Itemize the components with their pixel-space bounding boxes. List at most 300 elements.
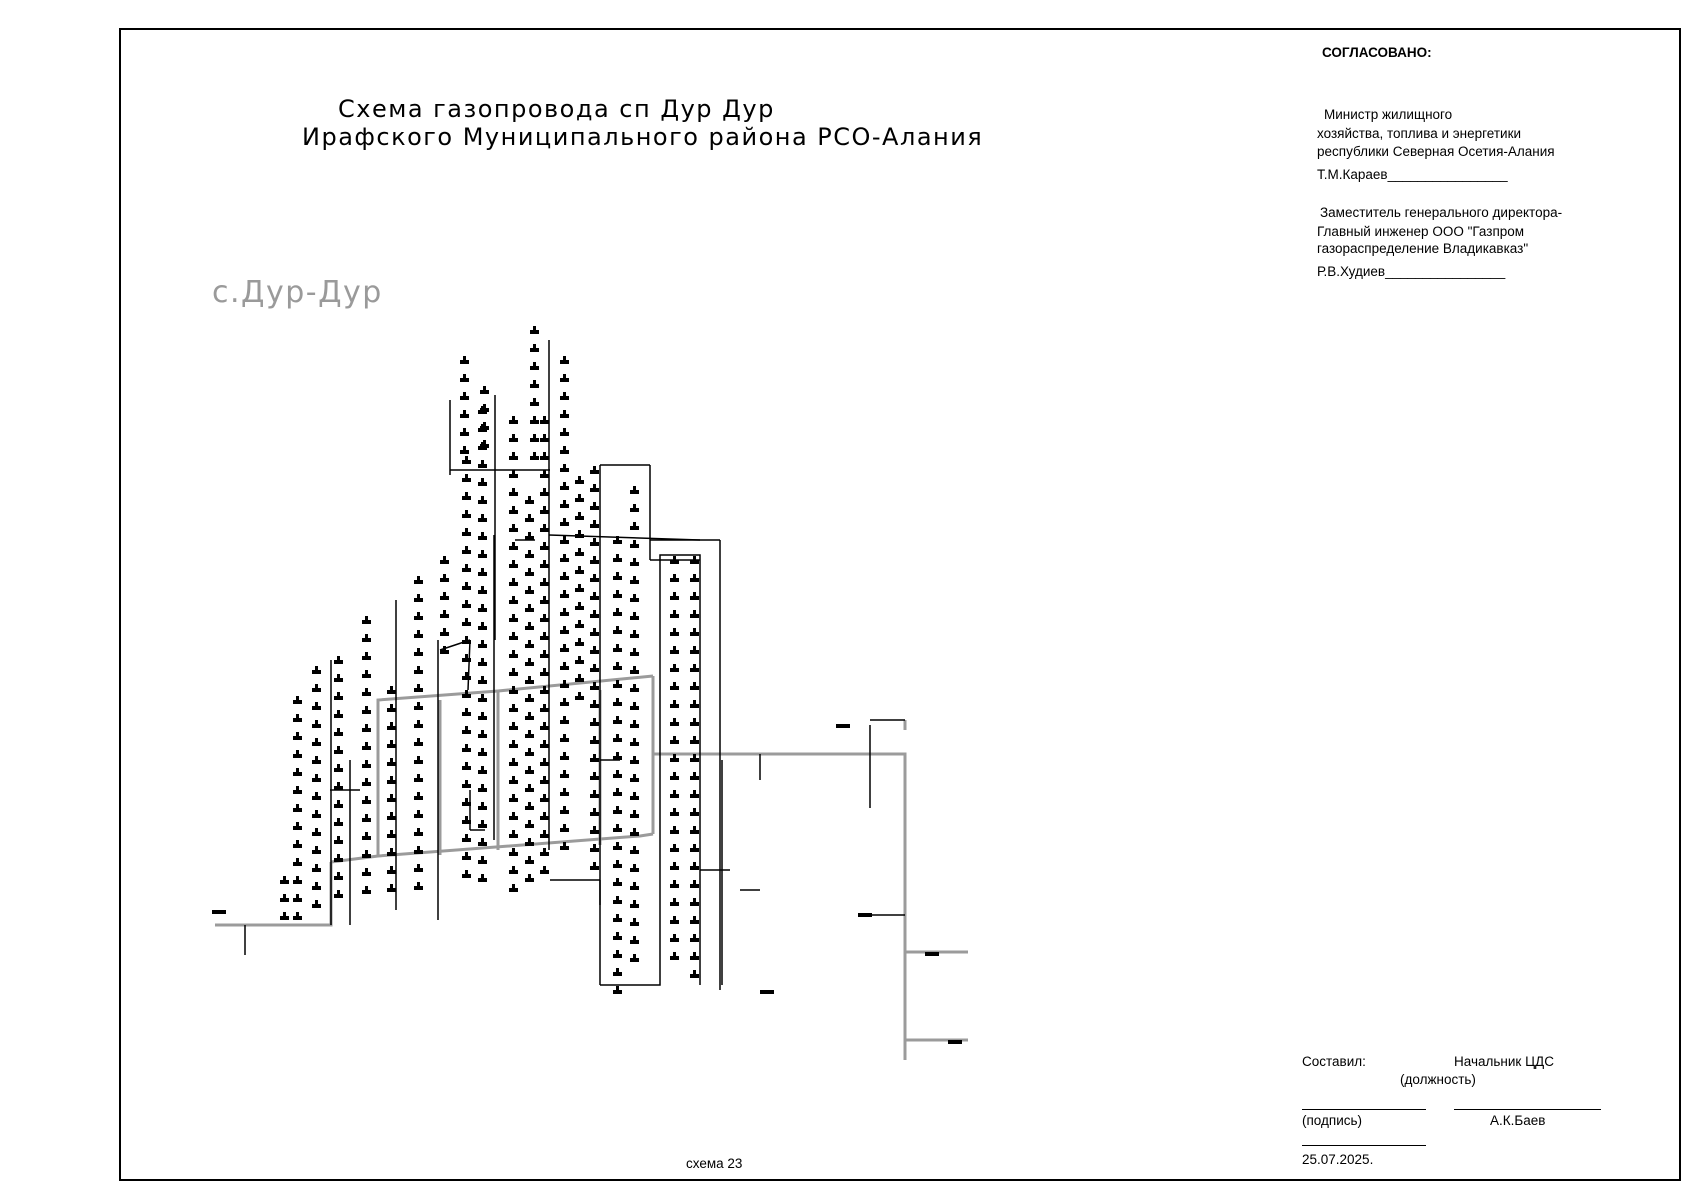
house-connection-marker bbox=[525, 770, 534, 774]
house-connection-tap bbox=[616, 608, 619, 612]
house-connection-marker bbox=[462, 514, 471, 518]
house-connection-marker bbox=[509, 762, 518, 766]
house-connection-marker bbox=[670, 686, 679, 690]
house-connection-tap bbox=[578, 674, 581, 678]
village-label: с.Дур-Дур bbox=[212, 275, 383, 310]
house-connection-tap bbox=[673, 754, 676, 758]
house-connection-tap bbox=[390, 794, 393, 798]
house-connection-marker bbox=[613, 828, 622, 832]
house-connection-marker bbox=[540, 672, 549, 676]
house-connection-marker bbox=[462, 532, 471, 536]
house-connection-marker bbox=[480, 444, 489, 448]
house-connection-marker bbox=[478, 842, 487, 846]
house-connection-marker bbox=[670, 920, 679, 924]
house-connection-tap bbox=[693, 934, 696, 938]
house-connection-marker bbox=[312, 670, 321, 674]
house-connection-tap bbox=[481, 658, 484, 662]
house-connection-marker bbox=[478, 554, 487, 558]
house-connection-tap bbox=[673, 592, 676, 596]
house-connection-marker bbox=[387, 780, 396, 784]
house-connection-marker bbox=[312, 760, 321, 764]
house-connection-marker bbox=[613, 792, 622, 796]
house-connection-marker bbox=[560, 486, 569, 490]
house-connection-tap bbox=[616, 644, 619, 648]
house-connection-marker bbox=[440, 632, 449, 636]
house-connection-tap bbox=[543, 704, 546, 708]
house-connection-tap bbox=[296, 840, 299, 844]
house-connection-tap bbox=[337, 890, 340, 894]
house-connection-marker bbox=[509, 636, 518, 640]
house-connection-marker bbox=[334, 876, 343, 880]
house-connection-marker bbox=[530, 456, 539, 460]
house-connection-tap bbox=[616, 536, 619, 540]
house-connection-marker bbox=[690, 776, 699, 780]
house-connection-tap bbox=[543, 830, 546, 834]
house-connection-tap bbox=[673, 772, 676, 776]
house-connection-tap bbox=[633, 702, 636, 706]
house-connection-tap bbox=[563, 644, 566, 648]
house-connection-marker bbox=[670, 740, 679, 744]
house-connection-tap bbox=[616, 950, 619, 954]
end-marker bbox=[925, 952, 939, 956]
house-connection-marker bbox=[312, 724, 321, 728]
house-connection-tap bbox=[543, 596, 546, 600]
house-connection-marker bbox=[414, 580, 423, 584]
house-connection-marker bbox=[362, 746, 371, 750]
house-connection-tap bbox=[593, 520, 596, 524]
house-connection-tap bbox=[528, 568, 531, 572]
house-connection-tap bbox=[633, 864, 636, 868]
house-connection-tap bbox=[616, 590, 619, 594]
house-connection-tap bbox=[693, 880, 696, 884]
house-connection-marker bbox=[525, 824, 534, 828]
house-connection-tap bbox=[483, 422, 486, 426]
house-connection-tap bbox=[693, 862, 696, 866]
house-connection-tap bbox=[390, 866, 393, 870]
house-connection-marker bbox=[575, 624, 584, 628]
compiled-label: Составил: bbox=[1302, 1054, 1366, 1069]
house-connection-tap bbox=[543, 686, 546, 690]
house-connection-tap bbox=[693, 736, 696, 740]
house-connection-marker bbox=[478, 500, 487, 504]
house-connection-marker bbox=[414, 598, 423, 602]
house-connection-marker bbox=[509, 852, 518, 856]
house-connection-marker bbox=[690, 704, 699, 708]
house-connection-marker bbox=[590, 650, 599, 654]
house-connection-tap bbox=[465, 834, 468, 838]
house-connection-marker bbox=[334, 714, 343, 718]
house-connection-marker bbox=[590, 866, 599, 870]
house-connection-tap bbox=[563, 428, 566, 432]
house-connection-marker bbox=[630, 580, 639, 584]
house-connection-marker bbox=[575, 570, 584, 574]
house-connection-tap bbox=[483, 404, 486, 408]
house-connection-tap bbox=[543, 866, 546, 870]
house-connection-marker bbox=[478, 662, 487, 666]
house-connection-marker bbox=[690, 596, 699, 600]
house-connection-tap bbox=[465, 474, 468, 478]
house-connection-tap bbox=[417, 576, 420, 580]
house-connection-marker bbox=[312, 886, 321, 890]
house-connection-marker bbox=[540, 618, 549, 622]
house-connection-marker bbox=[387, 852, 396, 856]
house-connection-marker bbox=[414, 796, 423, 800]
house-connection-marker bbox=[414, 742, 423, 746]
house-connection-tap bbox=[543, 776, 546, 780]
house-connection-marker bbox=[540, 510, 549, 514]
house-connection-marker bbox=[362, 764, 371, 768]
house-connection-tap bbox=[512, 668, 515, 672]
signer1-name: Т.М.Караев________________ bbox=[1317, 167, 1508, 182]
house-connection-tap bbox=[673, 790, 676, 794]
house-connection-marker bbox=[613, 666, 622, 670]
house-connection-marker bbox=[613, 918, 622, 922]
house-connection-tap bbox=[578, 530, 581, 534]
house-connection-marker bbox=[575, 516, 584, 520]
house-connection-tap bbox=[693, 826, 696, 830]
house-connection-tap bbox=[593, 610, 596, 614]
house-connection-marker bbox=[293, 808, 302, 812]
house-connection-tap bbox=[693, 682, 696, 686]
house-connection-marker bbox=[509, 798, 518, 802]
house-connection-marker bbox=[540, 546, 549, 550]
house-connection-marker bbox=[525, 860, 534, 864]
house-connection-marker bbox=[334, 732, 343, 736]
house-connection-marker bbox=[414, 868, 423, 872]
house-connection-marker bbox=[630, 850, 639, 854]
house-connection-marker bbox=[590, 722, 599, 726]
house-connection-marker bbox=[362, 872, 371, 876]
house-connection-marker bbox=[414, 688, 423, 692]
house-connection-tap bbox=[512, 884, 515, 888]
house-connection-tap bbox=[512, 848, 515, 852]
house-connection-tap bbox=[512, 560, 515, 564]
house-connection-tap bbox=[465, 582, 468, 586]
house-connection-marker bbox=[478, 824, 487, 828]
house-connection-marker bbox=[560, 648, 569, 652]
house-connection-marker bbox=[613, 576, 622, 580]
house-connection-marker bbox=[670, 938, 679, 942]
house-connection-marker bbox=[387, 798, 396, 802]
house-connection-tap bbox=[528, 784, 531, 788]
house-connection-marker bbox=[690, 614, 699, 618]
house-connection-marker bbox=[362, 890, 371, 894]
house-connection-tap bbox=[315, 720, 318, 724]
house-connection-marker bbox=[630, 652, 639, 656]
house-connection-marker bbox=[509, 834, 518, 838]
house-connection-tap bbox=[512, 740, 515, 744]
house-connection-tap bbox=[528, 586, 531, 590]
house-connection-marker bbox=[280, 916, 289, 920]
house-connection-marker bbox=[293, 826, 302, 830]
house-connection-tap bbox=[693, 898, 696, 902]
house-connection-tap bbox=[563, 788, 566, 792]
house-connection-marker bbox=[312, 796, 321, 800]
house-connection-tap bbox=[443, 646, 446, 650]
signer1-line1: Министр жилищного bbox=[1324, 107, 1453, 122]
house-connection-tap bbox=[528, 514, 531, 518]
house-connection-tap bbox=[512, 416, 515, 420]
house-connection-marker bbox=[670, 776, 679, 780]
house-connection-tap bbox=[616, 626, 619, 630]
house-connection-marker bbox=[575, 588, 584, 592]
house-connection-marker bbox=[613, 738, 622, 742]
house-connection-tap bbox=[593, 808, 596, 812]
house-connection-tap bbox=[337, 710, 340, 714]
house-connection-tap bbox=[296, 804, 299, 808]
house-connection-marker bbox=[478, 878, 487, 882]
house-connection-tap bbox=[563, 842, 566, 846]
house-connection-marker bbox=[478, 644, 487, 648]
house-connection-marker bbox=[590, 704, 599, 708]
house-connection-tap bbox=[543, 434, 546, 438]
house-connection-marker bbox=[630, 742, 639, 746]
house-connection-tap bbox=[512, 704, 515, 708]
house-connection-marker bbox=[690, 902, 699, 906]
house-connection-marker bbox=[560, 756, 569, 760]
house-connection-marker bbox=[387, 690, 396, 694]
house-connection-marker bbox=[670, 560, 679, 564]
house-connection-marker bbox=[478, 608, 487, 612]
house-connection-marker bbox=[540, 726, 549, 730]
house-connection-tap bbox=[633, 666, 636, 670]
house-connection-tap bbox=[283, 912, 286, 916]
house-connection-tap bbox=[616, 680, 619, 684]
house-connection-marker bbox=[613, 864, 622, 868]
house-connection-tap bbox=[543, 668, 546, 672]
distribution-pipe-33 bbox=[468, 640, 470, 690]
house-connection-marker bbox=[509, 780, 518, 784]
house-connection-marker bbox=[560, 792, 569, 796]
house-connection-tap bbox=[315, 738, 318, 742]
house-connection-marker bbox=[590, 686, 599, 690]
house-connection-tap bbox=[673, 646, 676, 650]
house-connection-tap bbox=[315, 702, 318, 706]
house-connection-marker bbox=[334, 894, 343, 898]
house-connection-marker bbox=[478, 680, 487, 684]
signer2-name: Р.В.Худиев________________ bbox=[1317, 264, 1506, 279]
house-connection-marker bbox=[590, 794, 599, 798]
house-connection-marker bbox=[540, 852, 549, 856]
end-marker bbox=[212, 910, 226, 914]
house-connection-marker bbox=[575, 678, 584, 682]
house-connection-tap bbox=[533, 344, 536, 348]
house-connection-marker bbox=[478, 590, 487, 594]
house-connection-marker bbox=[460, 450, 469, 454]
house-connection-marker bbox=[690, 632, 699, 636]
house-connection-tap bbox=[633, 612, 636, 616]
house-connection-marker bbox=[613, 594, 622, 598]
house-connection-tap bbox=[528, 802, 531, 806]
house-connection-marker bbox=[530, 366, 539, 370]
house-connection-tap bbox=[417, 738, 420, 742]
house-connection-tap bbox=[512, 524, 515, 528]
house-connection-tap bbox=[673, 934, 676, 938]
house-connection-tap bbox=[481, 766, 484, 770]
house-connection-tap bbox=[633, 900, 636, 904]
house-connection-marker bbox=[525, 500, 534, 504]
house-connection-tap bbox=[593, 664, 596, 668]
house-connection-marker bbox=[293, 880, 302, 884]
house-connection-tap bbox=[563, 572, 566, 576]
house-connection-tap bbox=[443, 574, 446, 578]
house-connection-tap bbox=[533, 416, 536, 420]
house-connection-marker bbox=[312, 868, 321, 872]
house-connection-tap bbox=[693, 808, 696, 812]
house-connection-marker bbox=[312, 706, 321, 710]
distribution-pipes bbox=[245, 340, 905, 990]
house-connection-tap bbox=[543, 452, 546, 456]
house-connection-marker bbox=[362, 782, 371, 786]
house-connection-tap bbox=[633, 684, 636, 688]
house-connection-tap bbox=[337, 674, 340, 678]
house-connection-tap bbox=[481, 514, 484, 518]
house-connection-marker bbox=[414, 616, 423, 620]
house-connection-tap bbox=[616, 932, 619, 936]
house-connection-marker bbox=[312, 850, 321, 854]
house-connection-marker bbox=[590, 578, 599, 582]
house-connection-marker bbox=[462, 874, 471, 878]
house-connection-marker bbox=[630, 688, 639, 692]
house-connection-tap bbox=[512, 686, 515, 690]
house-connection-marker bbox=[362, 728, 371, 732]
house-connection-marker bbox=[478, 482, 487, 486]
house-connection-marker bbox=[613, 540, 622, 544]
house-connection-marker bbox=[630, 778, 639, 782]
house-connection-marker bbox=[478, 464, 487, 468]
house-connection-tap bbox=[512, 470, 515, 474]
house-connection-tap bbox=[390, 758, 393, 762]
house-connection-tap bbox=[365, 706, 368, 710]
house-connection-marker bbox=[560, 450, 569, 454]
house-connection-tap bbox=[693, 916, 696, 920]
house-connection-marker bbox=[478, 536, 487, 540]
house-connection-tap bbox=[593, 538, 596, 542]
house-connection-marker bbox=[334, 750, 343, 754]
house-connection-tap bbox=[616, 734, 619, 738]
house-connection-tap bbox=[296, 894, 299, 898]
house-connection-tap bbox=[417, 702, 420, 706]
house-connection-marker bbox=[440, 650, 449, 654]
house-connection-marker bbox=[530, 438, 539, 442]
house-connection-marker bbox=[462, 676, 471, 680]
house-connection-tap bbox=[390, 848, 393, 852]
house-connection-marker bbox=[509, 744, 518, 748]
house-connection-tap bbox=[533, 434, 536, 438]
house-connection-tap bbox=[633, 810, 636, 814]
house-connection-tap bbox=[365, 832, 368, 836]
house-connection-tap bbox=[481, 676, 484, 680]
house-connection-tap bbox=[463, 374, 466, 378]
house-connection-marker bbox=[509, 726, 518, 730]
house-connection-tap bbox=[593, 628, 596, 632]
house-connection-marker bbox=[362, 710, 371, 714]
house-connection-tap bbox=[528, 640, 531, 644]
house-connection-tap bbox=[481, 748, 484, 752]
house-connection-tap bbox=[633, 720, 636, 724]
house-connection-marker bbox=[462, 622, 471, 626]
house-connection-marker bbox=[540, 438, 549, 442]
house-connection-tap bbox=[578, 656, 581, 660]
house-connection-marker bbox=[414, 724, 423, 728]
house-connection-tap bbox=[693, 970, 696, 974]
house-connection-tap bbox=[543, 632, 546, 636]
house-connection-tap bbox=[673, 844, 676, 848]
house-connection-tap bbox=[315, 810, 318, 814]
house-connection-marker bbox=[462, 496, 471, 500]
house-connection-tap bbox=[481, 640, 484, 644]
house-connection-tap bbox=[563, 446, 566, 450]
house-connection-marker bbox=[690, 794, 699, 798]
house-connection-tap bbox=[593, 574, 596, 578]
house-connection-marker bbox=[690, 974, 699, 978]
house-connection-marker bbox=[560, 558, 569, 562]
house-connection-tap bbox=[693, 556, 696, 560]
house-connection-tap bbox=[693, 574, 696, 578]
house-connection-marker bbox=[613, 648, 622, 652]
house-connection-marker bbox=[462, 568, 471, 572]
house-connection-tap bbox=[481, 730, 484, 734]
house-connection-marker bbox=[462, 748, 471, 752]
house-connection-marker bbox=[509, 438, 518, 442]
house-connection-marker bbox=[590, 560, 599, 564]
house-connection-marker bbox=[509, 492, 518, 496]
house-connection-tap bbox=[365, 634, 368, 638]
house-connection-tap bbox=[543, 470, 546, 474]
house-connection-marker bbox=[590, 488, 599, 492]
house-connection-marker bbox=[690, 920, 699, 924]
house-connection-marker bbox=[540, 870, 549, 874]
house-connection-marker bbox=[462, 658, 471, 662]
house-connection-marker bbox=[575, 606, 584, 610]
house-connection-tap bbox=[465, 492, 468, 496]
house-connection-marker bbox=[560, 468, 569, 472]
end-marker bbox=[948, 1040, 962, 1044]
house-connection-tap bbox=[315, 864, 318, 868]
house-connection-tap bbox=[528, 694, 531, 698]
house-connection-marker bbox=[575, 480, 584, 484]
house-connection-tap bbox=[563, 410, 566, 414]
house-connection-tap bbox=[512, 794, 515, 798]
house-connection-marker bbox=[560, 594, 569, 598]
house-connection-marker bbox=[530, 330, 539, 334]
house-connection-marker bbox=[525, 698, 534, 702]
house-connection-tap bbox=[417, 882, 420, 886]
house-connection-tap bbox=[337, 872, 340, 876]
house-connection-tap bbox=[315, 792, 318, 796]
house-connection-tap bbox=[616, 842, 619, 846]
house-connection-marker bbox=[334, 840, 343, 844]
house-connection-tap bbox=[533, 326, 536, 330]
house-connection-marker bbox=[387, 888, 396, 892]
house-connection-tap bbox=[693, 952, 696, 956]
house-connection-marker bbox=[670, 956, 679, 960]
house-connection-tap bbox=[593, 646, 596, 650]
house-connection-marker bbox=[590, 470, 599, 474]
house-connection-marker bbox=[630, 958, 639, 962]
house-connection-marker bbox=[525, 590, 534, 594]
house-connection-tap bbox=[693, 592, 696, 596]
house-connection-tap bbox=[315, 900, 318, 904]
house-connection-marker bbox=[462, 550, 471, 554]
house-connection-marker bbox=[509, 690, 518, 694]
house-connection-tap bbox=[528, 856, 531, 860]
house-connection-marker bbox=[690, 866, 699, 870]
house-connection-marker bbox=[575, 552, 584, 556]
approval-heading: СОГЛАСОВАНО: bbox=[1322, 45, 1432, 60]
house-connection-tap bbox=[481, 604, 484, 608]
house-connection-tap bbox=[528, 766, 531, 770]
